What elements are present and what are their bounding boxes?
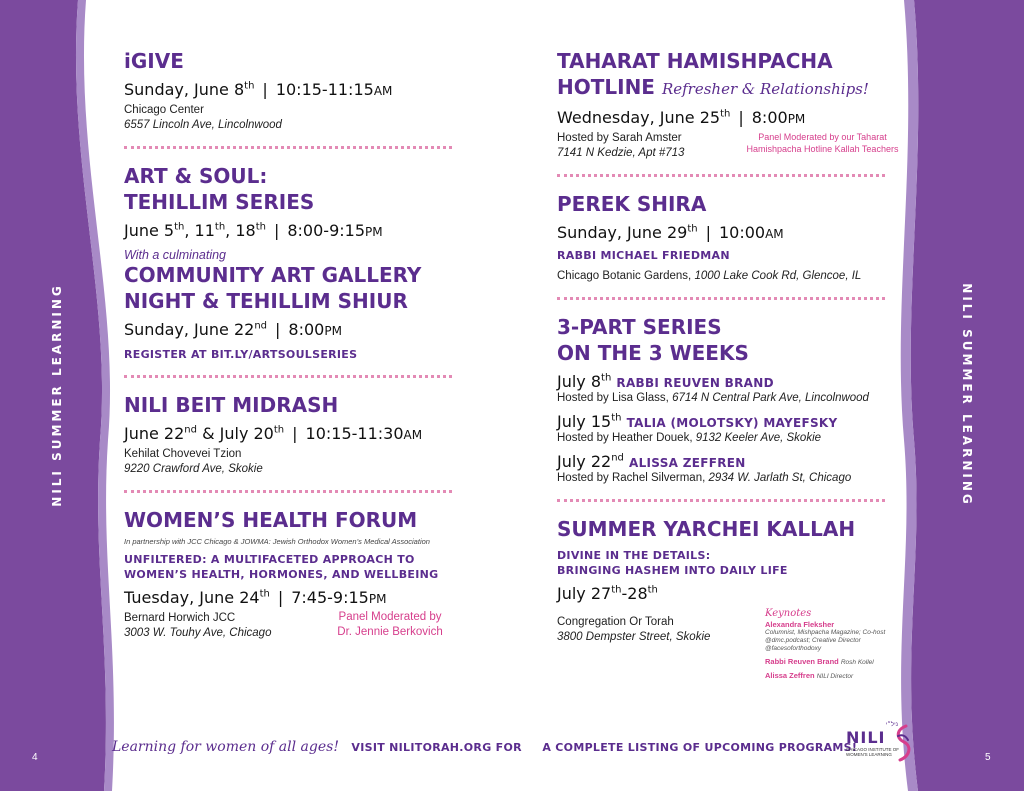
logo-name: NILI [846, 728, 886, 747]
event-title: TAHARAT HAMISHPACHA [557, 49, 833, 73]
side-label-left: NILI SUMMER LEARNING [50, 283, 64, 507]
keynote-name: Rabbi Reuven Brand [765, 657, 839, 666]
right-column [557, 48, 957, 680]
event-venue: Bernard Horwich JCC [124, 612, 236, 624]
event-script-tagline: Refresher & Relationships! [661, 80, 869, 98]
keynotes-title: Keynotes [765, 608, 812, 619]
keynote-name: Alissa Zeffren [765, 671, 815, 680]
event-title: WOMEN’S HEALTH FORUM [124, 508, 418, 532]
list-item: July 8th RABBI REUVEN BRAND Hosted by Lisa Glass, 6714 N Central Park Ave, Lincolnwood [557, 372, 869, 404]
event-art-soul [124, 163, 514, 362]
event-title: HOTLINE Refresher & Relationships! [557, 75, 869, 99]
venue-block [124, 611, 514, 641]
event-subtitle: BRINGING HASHEM INTO DAILY LIFE [557, 564, 788, 577]
event-taharat [557, 48, 957, 161]
footer-visit-link[interactable]: VISIT NILITORAH.ORG FOR [351, 741, 522, 754]
event-title: SUMMER YARCHEI KALLAH [557, 517, 856, 541]
event-address: 6557 Lincoln Ave, Lincolnwood [124, 119, 282, 131]
gallery-title: NIGHT & TEHILLIM SHIUR [124, 289, 408, 313]
event-datetime: Sunday, June 29th | 10:00AM [557, 223, 784, 242]
keynote-desc: Rosh Kollel [840, 659, 874, 666]
event-address: 7141 N Kedzie, Apt #713 [557, 147, 685, 159]
event-perek-shira [557, 191, 957, 284]
event-address: 9220 Crawford Ave, Skokie [124, 463, 263, 475]
register-link[interactable]: REGISTER AT BIT.LY/ARTSOULSERIES [124, 348, 358, 361]
keynote-desc: NILI Director [816, 673, 854, 680]
partner-note: In partnership with JCC Chicago & JOWMA: Jewish Orthodox Women’s Medical Association [124, 537, 430, 546]
event-speaker: RABBI MICHAEL FRIEDMAN [557, 249, 730, 262]
event-venue: Chicago Center [124, 104, 204, 116]
event-three-weeks [557, 314, 957, 486]
event-yarchei-kallah [557, 516, 957, 680]
event-subtitle: WOMEN’S HEALTH, HORMONES, AND WELLBEING [124, 568, 439, 581]
event-venue: Chicago Botanic Gardens, 1000 Lake Cook Rd, Glencoe, IL [557, 270, 862, 282]
left-column [124, 48, 514, 641]
panel-note: Panel Moderated by Dr. Jennie Berkovich [337, 611, 443, 638]
gallery-datetime: Sunday, June 22nd | 8:00PM [124, 320, 342, 339]
event-address: 3800 Dempster Street, Skokie [557, 631, 711, 643]
page-number-right: 5 [985, 752, 991, 763]
culminating-note: With a culminating [124, 248, 227, 262]
dotted-divider [557, 499, 885, 502]
list-item: July 22nd ALISSA ZEFFREN Hosted by Rachel Silverman, 2934 W. Jarlath St, Chicago [557, 452, 852, 484]
nili-logo [846, 722, 916, 772]
event-title: ON THE 3 WEEKS [557, 341, 749, 365]
event-datetime: Tuesday, June 24th | 7:45-9:15PM [124, 588, 387, 607]
keynote-name: Alexandra Fleksher [765, 620, 835, 629]
event-datetime: Sunday, June 8th | 10:15-11:15AM [124, 80, 393, 99]
event-datetime: June 22nd & July 20th | 10:15-11:30AM [124, 424, 423, 443]
dotted-divider [124, 490, 452, 493]
event-host: Hosted by Sarah Amster [557, 132, 682, 144]
logo-hebrew: ניל״י [885, 722, 898, 728]
list-item: July 15th TALIA (MOLOTSKY) MAYEFSKY Hosted by Heather Douek, 9132 Keeler Ave, Skokie [557, 412, 838, 444]
side-label-right: NILI SUMMER LEARNING [960, 283, 974, 507]
venue-block [557, 131, 957, 161]
event-venue: Kehilat Chovevei Tzion [124, 448, 242, 460]
event-title: PEREK SHIRA [557, 192, 707, 216]
dotted-divider [557, 174, 885, 177]
event-beit-midrash [124, 392, 514, 477]
event-subtitle: DIVINE IN THE DETAILS: [557, 549, 711, 562]
event-title: TEHILLIM SERIES [124, 190, 315, 214]
event-title: NILI BEIT MIDRASH [124, 393, 339, 417]
footer-tagline: Learning for women of all ages! [112, 739, 339, 755]
keynotes [765, 608, 915, 681]
footer-listing: A COMPLETE LISTING OF UPCOMING PROGRAMS! [542, 741, 858, 754]
dotted-divider [124, 146, 452, 149]
event-title: iGIVE [124, 49, 184, 73]
dotted-divider [557, 297, 885, 300]
event-datetime: June 5th, 11th, 18th | 8:00-9:15PM [124, 221, 383, 240]
footer [112, 738, 857, 756]
event-health-forum [124, 507, 514, 641]
gallery-title: COMMUNITY ART GALLERY [124, 263, 422, 287]
logo-tagline: WOMEN'S LEARNING [846, 752, 892, 757]
event-igive [124, 48, 514, 133]
keynote-desc: Columnist, Mishpacha Magazine; Co-host @dmc.podcast; Creative Director @facesoforthodoxy [765, 629, 886, 652]
dotted-divider [124, 375, 452, 378]
event-address: 3003 W. Touhy Ave, Chicago [124, 627, 272, 639]
logo-swirl-icon [892, 724, 914, 764]
event-title: ART & SOUL: [124, 164, 268, 188]
logo-tagline: CHICAGO INSTITUTE OF [846, 747, 900, 752]
event-datetime: July 27th-28th [557, 584, 658, 603]
event-datetime: Wednesday, June 25th | 8:00PM [557, 108, 806, 127]
event-subtitle: UNFILTERED: A MULTIFACETED APPROACH TO [124, 553, 415, 566]
event-title: 3-PART SERIES [557, 315, 722, 339]
panel-note: Panel Moderated by our Taharat Hamishpacha Hotline Kallah Teachers [746, 132, 899, 154]
event-venue: Congregation Or Torah [557, 616, 674, 628]
page-number-left: 4 [32, 752, 38, 763]
